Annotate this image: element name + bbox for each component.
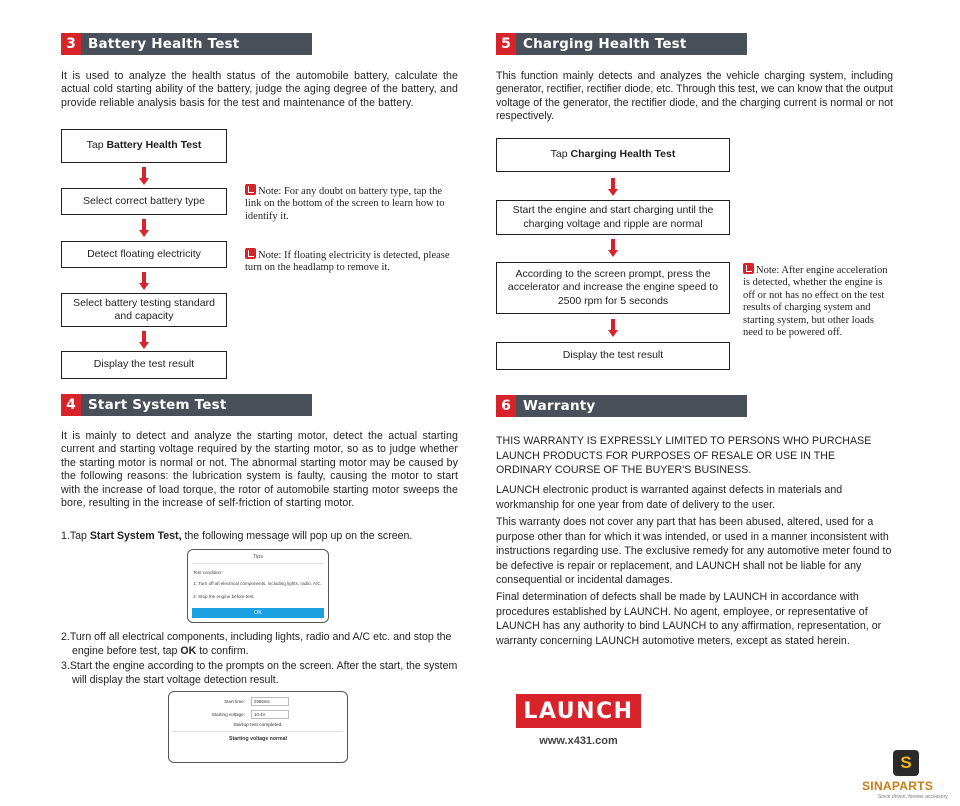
section-number: 5	[496, 33, 516, 55]
flow-prefix: Tap	[86, 139, 107, 152]
flow-box-tap-charging-test	[496, 138, 730, 172]
step-prefix: 1.Tap	[61, 530, 90, 542]
note-icon	[743, 263, 754, 274]
section-5-header	[496, 33, 747, 55]
step-3: 3.Start the engine according to the prompts on the screen. After the start, the system will display the start voltage detection result.	[61, 660, 458, 686]
warranty-p4: Final determination of defects shall be made by LAUNCH in accordance with procedures established by LAUNCH. No agent, employee, or representative of LAUNCH has any authority to bind LAUNCH to any affirmation, representation, or warranty concerning LAUNCH automotive meters, except as stated herein.	[496, 591, 882, 647]
start-time-label: Start time:	[224, 699, 245, 704]
section-number: 6	[496, 395, 516, 417]
section-title: Battery Health Test	[81, 33, 312, 55]
step-suffix: the following message will pop up on the screen.	[181, 530, 413, 542]
tips-title: Tips	[252, 554, 264, 560]
section-3-header	[61, 33, 312, 55]
flow-arrow	[139, 331, 149, 349]
voltage-result-text: Starting voltage normal	[229, 736, 287, 742]
section-title: Charging Health Test	[516, 33, 747, 55]
flow-arrow	[139, 219, 149, 237]
section-number: 3	[61, 33, 81, 55]
flow-box-start-charging: Start the engine and start charging until the charging voltage and ripple are normal	[496, 200, 730, 235]
start-time-value: 2566ms	[251, 697, 289, 706]
step-2	[61, 631, 459, 658]
flow-box-accelerate: According to the screen prompt, press the accelerator and increase the engine speed to 2500 rpm for 5 seconds	[496, 262, 730, 314]
flow-box-battery-type: Select correct battery type	[61, 188, 227, 215]
voltage-result-screenshot	[168, 691, 348, 763]
note-text: Note: After engine acceleration is detected, whether the engine is off or not has no effect on the test results of charging system and starting system, but other loads need to be powered off.	[743, 265, 888, 339]
flow-prefix: Tap	[550, 148, 571, 161]
note-text: Note: For any doubt on battery type, tap the link on the bottom of the screen to learn how to identify it.	[245, 186, 445, 222]
step-bold: Start System Test,	[89, 530, 182, 542]
section-4-intro: It is mainly to detect and analyze the starting motor, detect the actual starting current and starting voltage required by the starting motor, so as to judge whether the starting motor is normal or not. The abnormal starting motor may be caused by the following reasons: the lubrication system is faulty, causing the motor to start with the increase of load torque, the rotor of automobile starting motor sweeps the bore, resulting in the increase of self-friction of starting motor.	[61, 430, 458, 510]
flow-bold: Charging Health Test	[570, 148, 676, 161]
step-1	[61, 530, 461, 544]
note-icon	[245, 184, 256, 195]
note-icon	[245, 248, 256, 259]
section-number: 4	[61, 394, 81, 416]
note-battery-type	[245, 184, 457, 223]
note-floating-electricity	[245, 248, 457, 275]
note-engine-acceleration	[743, 263, 895, 339]
flow-box-display-result: Display the test result	[61, 351, 227, 379]
note-text: Note: If floating electricity is detected, please turn on the headlamp to remove it.	[245, 250, 450, 274]
flow-arrow	[608, 239, 618, 257]
flow-box-standard-capacity: Select battery testing standard and capacity	[61, 293, 227, 327]
flow-text	[87, 139, 202, 152]
tips-line-2: 1: Turn off all electrical components, including lights, radio, A/C.	[193, 581, 322, 586]
flow-arrow	[139, 167, 149, 185]
flow-text	[551, 148, 676, 161]
step-bold: OK	[180, 644, 197, 657]
tips-line-3: 2: Stop the engine before test.	[193, 594, 255, 599]
sinaparts-tagline: Since driven, forever accessory	[878, 794, 948, 800]
sinaparts-logo-icon: S	[893, 750, 919, 776]
tips-line-1: Test condition:	[193, 570, 223, 575]
section-title: Start System Test	[81, 394, 312, 416]
flow-box-display-result: Display the test result	[496, 342, 730, 370]
section-title: Warranty	[516, 395, 747, 417]
flow-bold: Battery Health Test	[106, 139, 202, 152]
section-3-intro: It is used to analyze the health status of the automobile battery, calculate the actual cold starting ability of the battery, judge the aging degree of the battery, and provide reliable analysis basis for the test and maintenance of the battery.	[61, 70, 458, 109]
section-4-header	[61, 394, 312, 416]
launch-logo: LAUNCH	[516, 694, 641, 728]
section-5-intro: This function mainly detects and analyzes the vehicle charging system, including generator, rectifier, rectifier diode, etc. Through this test, we can know that the output voltage of the generator, the rectifier diode, and the charging current is normal or not respectively.	[496, 70, 893, 123]
step-suffix: to confirm.	[196, 644, 249, 657]
flow-arrow	[608, 178, 618, 196]
flow-box-tap-battery-test	[61, 129, 227, 163]
flow-arrow	[139, 272, 149, 290]
flow-box-floating-electricity: Detect floating electricity	[61, 241, 227, 268]
flow-arrow	[608, 319, 618, 337]
startup-completed-text: Startup test completed.	[233, 723, 283, 728]
launch-url: www.x431.com	[539, 735, 618, 747]
starting-voltage-label: Starting voltage:	[211, 712, 245, 717]
warranty-p2: LAUNCH electronic product is warranted against defects in materials and workmanship for one year from date of delivery to the user.	[496, 484, 843, 511]
tips-ok-button: OK	[192, 608, 324, 618]
warranty-p1: THIS WARRANTY IS EXPRESSLY LIMITED TO PERSONS WHO PURCHASE LAUNCH PRODUCTS FOR PURPOSES OF RESALE OR USE IN THE ORDINARY COURSE OF THE BUYER'S BUSINESS.	[496, 435, 872, 476]
tips-dialog-screenshot	[187, 549, 329, 623]
sinaparts-watermark: SINAPARTS	[862, 779, 934, 793]
step-prefix: 2.Turn off all electrical components, including lights, radio and A/C etc. and stop the engine before test, tap	[61, 631, 452, 657]
warranty-p3: This warranty does not cover any part that has been abused, altered, used for a purpose other than for which it was intended, or used in a manner inconsistent with instructions regarding use. The exclusive remedy for any automotive meter found to be defective is repair or replacement, and LAUNCH shall not be liable for any consequential or incidental damages.	[496, 516, 892, 586]
starting-voltage-value: 10.4V	[251, 710, 289, 719]
section-6-header	[496, 395, 747, 417]
